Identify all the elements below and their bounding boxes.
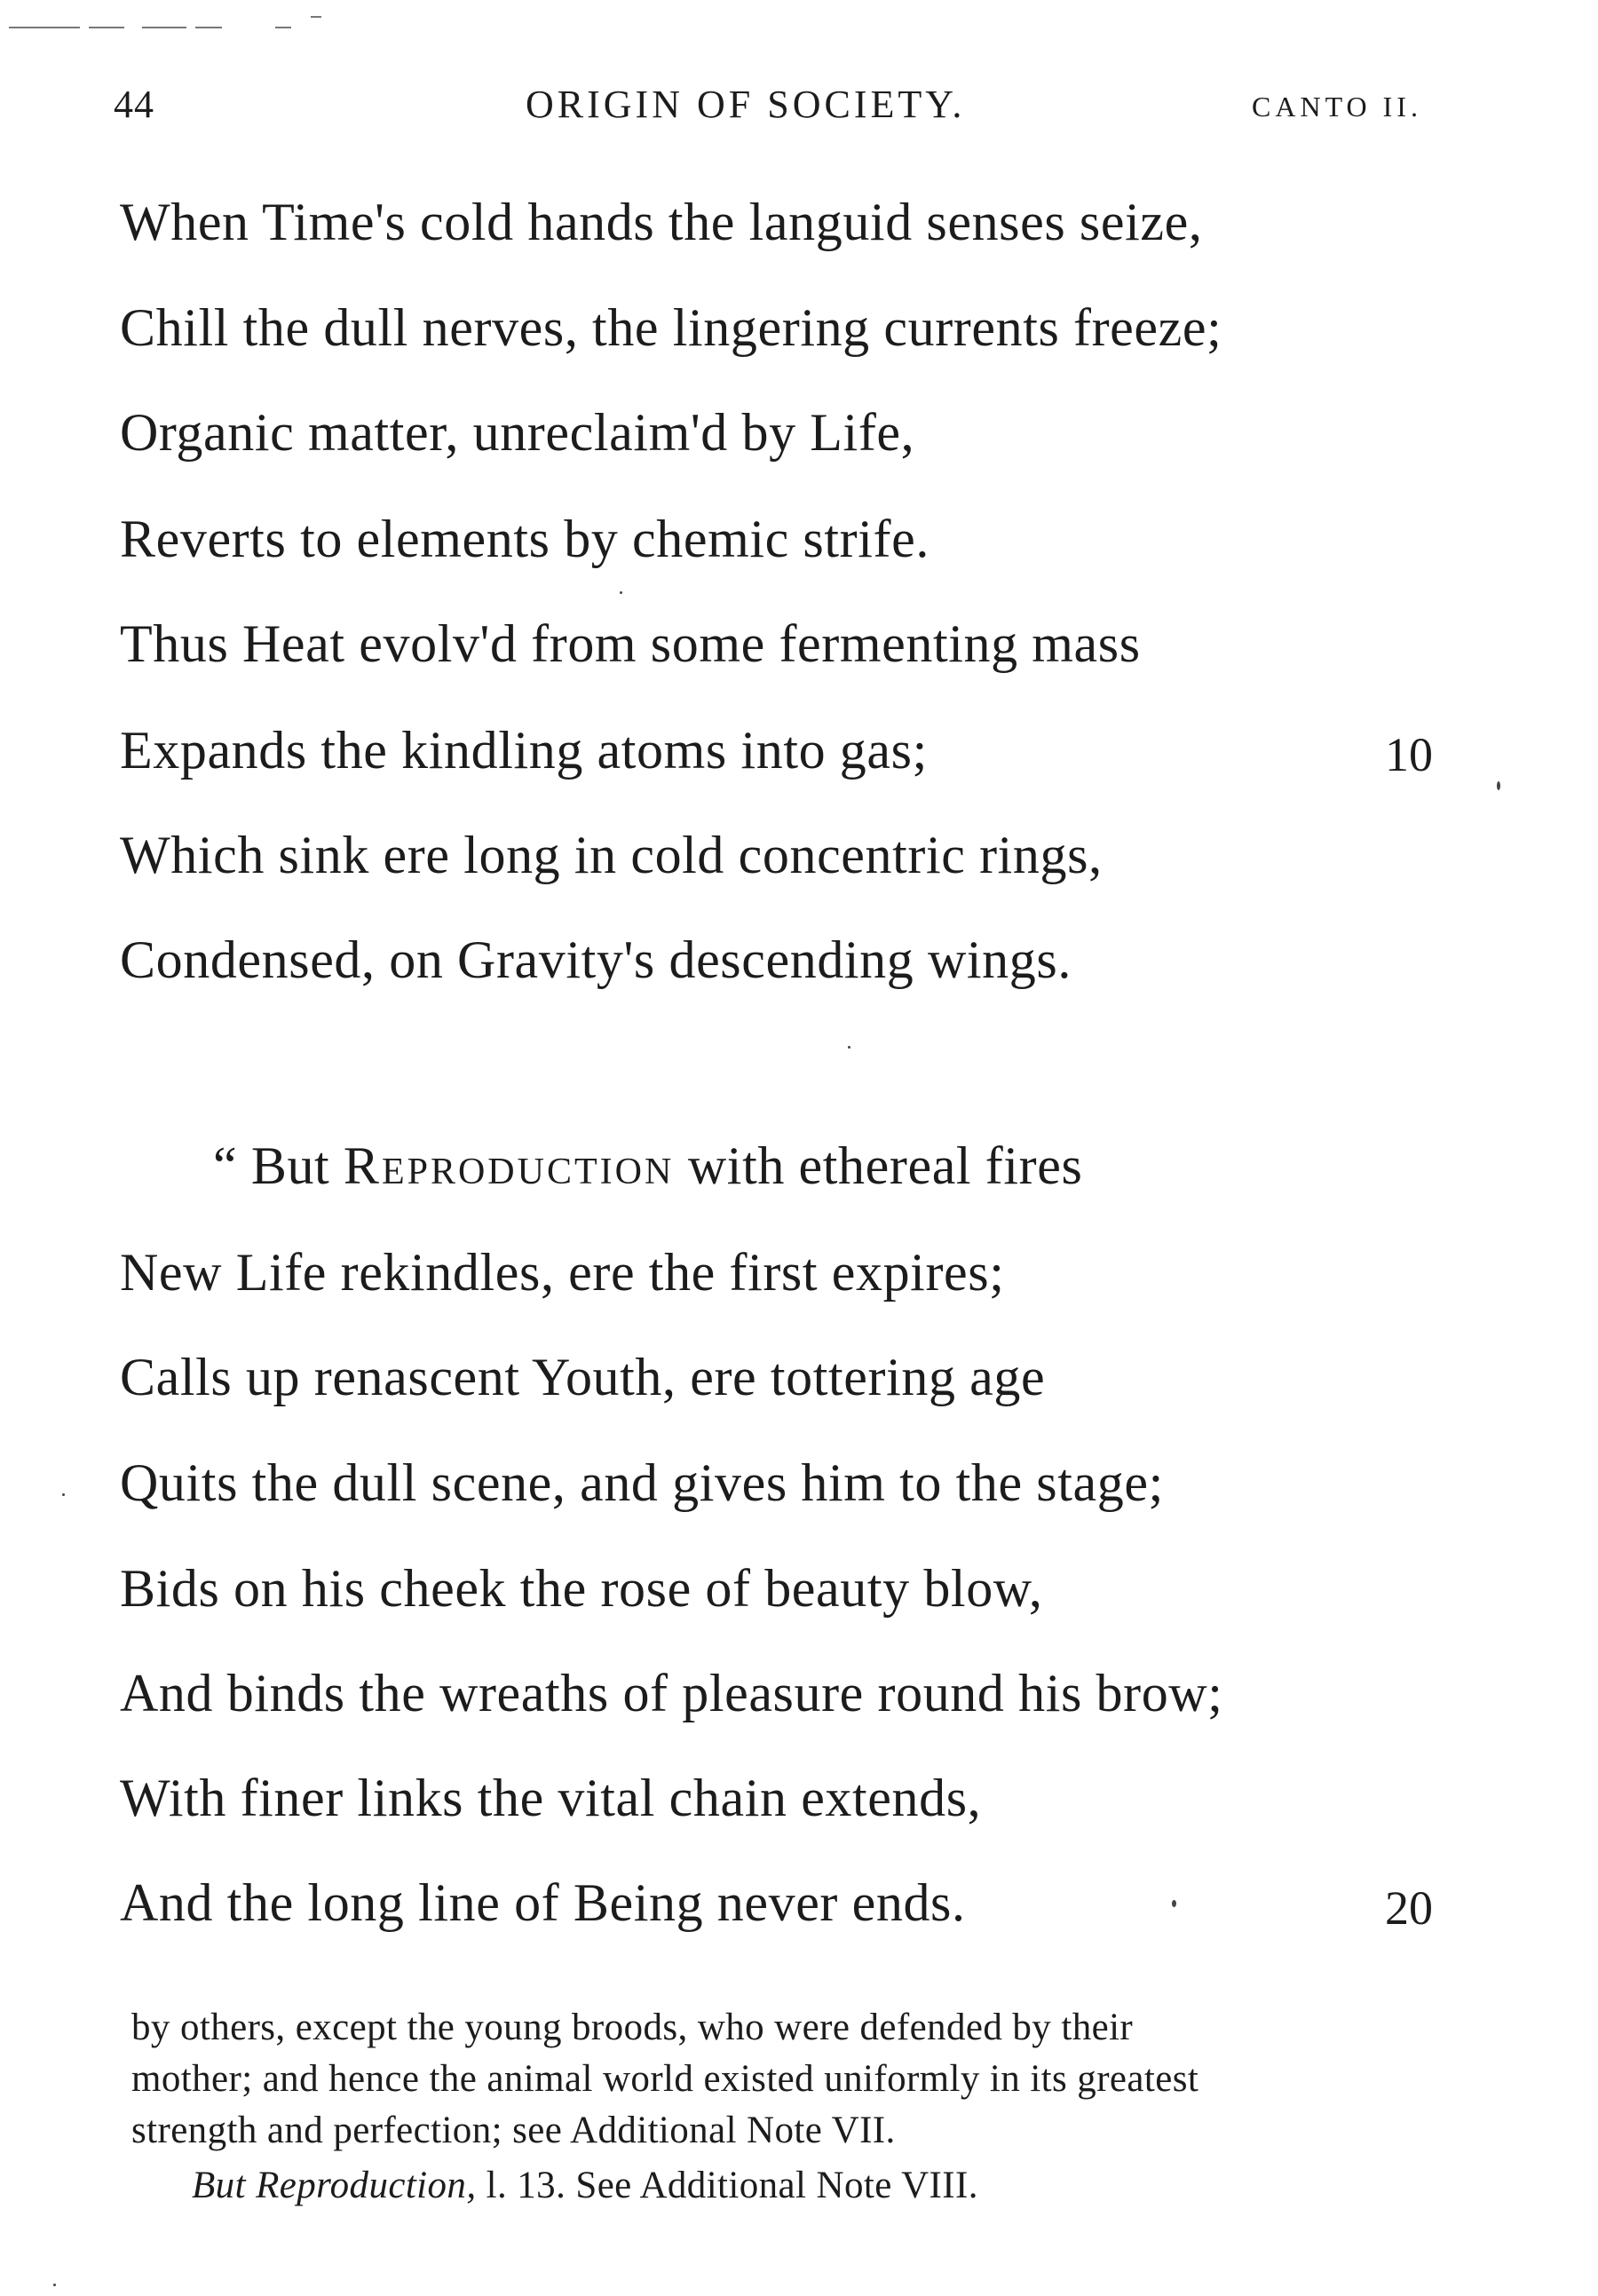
- running-head: [0, 82, 1598, 135]
- canto-label: CANTO II.: [1252, 91, 1422, 123]
- verse-line: Expands the kindling atoms into gas;: [120, 721, 928, 780]
- verse-line: New Life rekindles, ere the first expires;: [120, 1243, 1005, 1302]
- line-number-10: 10: [1385, 728, 1433, 781]
- scan-artifact-dash: [195, 27, 222, 28]
- scan-artifact-dash: [9, 27, 80, 28]
- verse-line: When Time's cold hands the languid senses seize,: [120, 193, 1203, 251]
- footnote-text: l. 13. See Additional Note VIII.: [476, 2165, 978, 2206]
- scan-speck: [620, 591, 622, 594]
- verse-line: And binds the wreaths of pleasure round his brow;: [120, 1664, 1223, 1722]
- verse-line: Chill the dull nerves, the lingering currents freeze;: [120, 298, 1222, 357]
- page-number: 44: [114, 83, 154, 126]
- scan-speck: [62, 1493, 65, 1496]
- reproduction-smallcaps: Reproduction: [343, 1136, 675, 1195]
- verse-line: With finer links the vital chain extends,: [120, 1769, 982, 1827]
- footnote-line: by others, except the young broods, who were defended by their: [131, 2007, 1134, 2048]
- verse-line: Bids on his cheek the rose of beauty blow,: [120, 1559, 1043, 1618]
- running-title: ORIGIN OF SOCIETY.: [526, 83, 966, 126]
- verse-line: Condensed, on Gravity's descending wings.: [120, 930, 1072, 989]
- scan-speck: [1497, 781, 1500, 790]
- verse-line: Thus Heat evolv'd from some fermenting mass: [120, 614, 1141, 673]
- footnote-reference: But Reproduction,: [192, 2165, 477, 2206]
- verse-line: And the long line of Being never ends.: [120, 1873, 966, 1932]
- footnote-line: [192, 2161, 978, 2211]
- scan-speck: [1172, 1900, 1176, 1907]
- verse-line-stanza-start: [213, 1135, 1082, 1197]
- verse-line: Organic matter, unreclaim'd by Life,: [120, 403, 915, 462]
- scan-artifact-dash: [142, 27, 186, 28]
- scan-artifact-dash: [311, 16, 321, 18]
- footnote-line: strength and perfection; see Additional Note VII.: [131, 2110, 896, 2151]
- scan-artifact-dash: [89, 27, 124, 28]
- verse-line: Quits the dull scene, and gives him to the stage;: [120, 1453, 1164, 1512]
- verse-line: Calls up renascent Youth, ere tottering age: [120, 1348, 1046, 1406]
- line-number-20: 20: [1385, 1881, 1433, 1935]
- scan-artifact-dash: [275, 27, 291, 28]
- opening-quote: “ But: [213, 1136, 344, 1195]
- scan-speck: [848, 1046, 850, 1049]
- scan-speck: [53, 2284, 56, 2286]
- verse-line: Which sink ere long in cold concentric rings,: [120, 826, 1103, 884]
- footnote-line: mother; and hence the animal world existed uniformly in its greatest: [131, 2058, 1199, 2100]
- verse-line: Reverts to elements by chemic strife.: [120, 510, 930, 568]
- verse-line-rest: with ethereal fires: [674, 1136, 1083, 1195]
